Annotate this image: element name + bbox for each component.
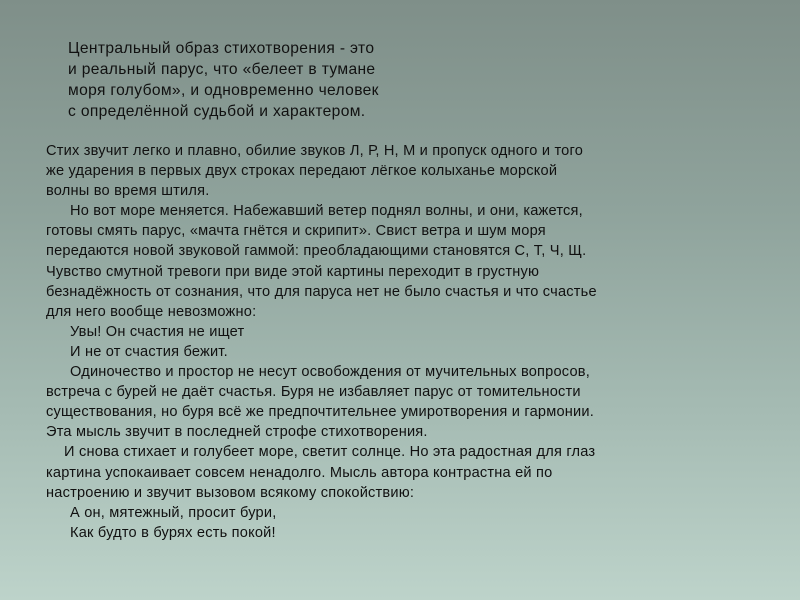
intro-line: моря голубом», и одновременно человек [68, 82, 379, 99]
analysis-text [46, 141, 746, 543]
intro-line: и реальный парус, что «белеет в тумане [68, 61, 376, 78]
text-line: волны во время штиля. [46, 183, 210, 200]
poem-quote-line: Как будто в бурях есть покой! [70, 524, 276, 541]
text-line: безнадёжность от сознания, что для паруса нет не было счастья и что счастье [46, 283, 597, 300]
text-line: И снова стихает и голубеет море, светит солнце. Но эта радостная для глаз [64, 444, 596, 461]
intro-line: Центральный образ стихотворения - это [68, 40, 375, 57]
text-line: передаются новой звуковой гаммой: преобладающими становятся С, Т, Ч, Щ. [46, 243, 587, 260]
text-line: Стих звучит легко и плавно, обилие звуков Л, Р, Н, М и пропуск одного и того [46, 143, 584, 159]
text-line: Одиночество и простор не несут освобождения от мучительных вопросов, [70, 364, 590, 381]
text-line: Эта мысль звучит в последней строфе стихотворения. [46, 424, 428, 441]
text-line: готовы смять парус, «мачта гнётся и скрипит». Свист ветра и шум моря [46, 223, 546, 240]
poem-quote-line: И не от счастия бежит. [70, 343, 228, 360]
text-line: для него вообще невозможно: [46, 303, 257, 320]
poem-quote-line: А он, мятежный, просит бури, [70, 504, 277, 521]
intro-paragraph [68, 38, 488, 122]
poem-quote-line: Увы! Он счастия не ищет [70, 323, 245, 340]
intro-line: с определённой судьбой и характером. [68, 103, 366, 120]
text-line: встреча с бурей не даёт счастья. Буря не избавляет парус от томительности [46, 384, 581, 401]
text-line: существования, но буря всё же предпочтительнее умиротворения и гармонии. [46, 404, 594, 421]
text-line: Чувство смутной тревоги при виде этой картины переходит в грустную [46, 263, 540, 280]
text-line: картина успокаивает совсем ненадолго. Мысль автора контрастна ей по [46, 464, 553, 481]
text-line: настроению и звучит вызовом всякому спокойствию: [46, 484, 415, 501]
text-line: же ударения в первых двух строках передают лёгкое колыханье морской [46, 163, 558, 180]
text-line: Но вот море меняется. Набежавший ветер поднял волны, и они, кажется, [70, 203, 583, 220]
